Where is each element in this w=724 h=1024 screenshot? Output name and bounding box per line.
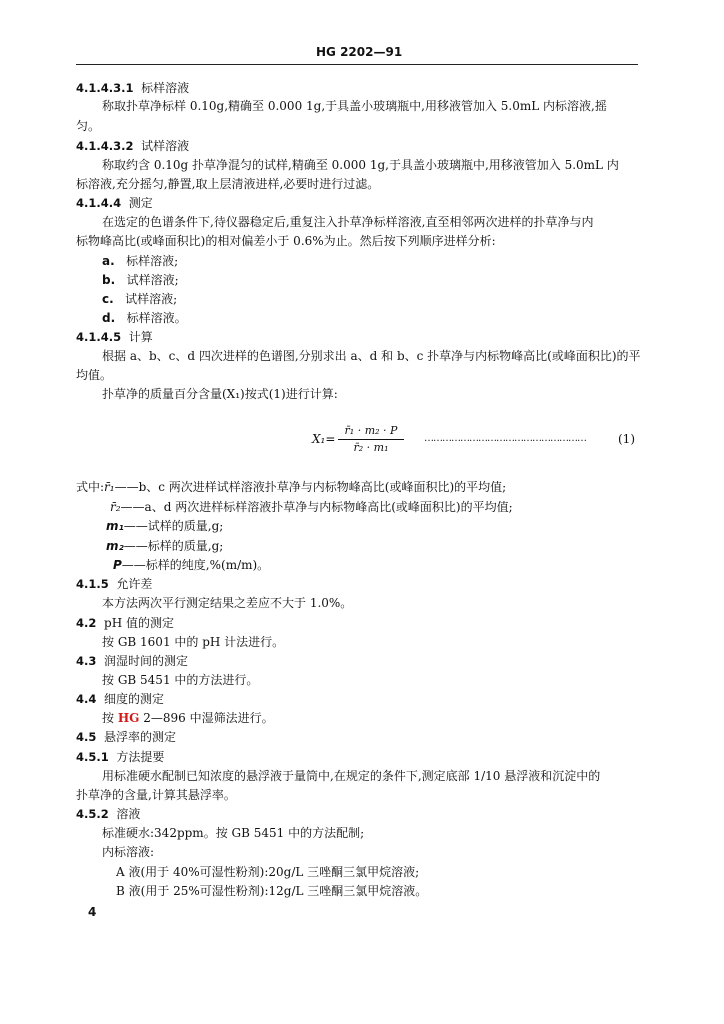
list-text: 试样溶液; [125, 292, 178, 306]
document-code: HG 2202—91 [316, 45, 403, 59]
paragraph-line: 扑草净的质量百分含量(X₁)按式(1)进行计算: [102, 387, 338, 401]
where-item [110, 499, 513, 515]
section-title: 润湿时间的测定 [104, 654, 189, 668]
section-title: 悬浮率的测定 [104, 730, 177, 744]
list-item [102, 310, 187, 326]
section-heading-4144 [76, 195, 153, 211]
highlighted-code: HG [117, 711, 140, 725]
section-heading-44 [76, 691, 164, 707]
section-heading-452 [76, 806, 140, 822]
where-intro: 式中: [76, 480, 105, 494]
formula-label: (1) [618, 432, 635, 446]
paragraph-line: 按 GB 5451 中的方法进行。 [102, 673, 259, 687]
where-item [106, 518, 223, 534]
paragraph-line: 均值。 [76, 368, 113, 382]
section-number: 4.2 [76, 616, 97, 630]
paragraph-line: 标溶液,充分摇匀,静置,取上层清液进样,必要时进行过滤。 [76, 177, 380, 191]
section-number: 4.1.4.3.2 [76, 139, 134, 153]
where-symbol: r̄₂ [110, 500, 121, 514]
list-text: 标样溶液。 [126, 311, 187, 325]
paragraph-line: A 液(用于 40%可湿性粉剂):20g/L 三唑酮三氯甲烷溶液; [116, 865, 420, 879]
where-item [106, 538, 223, 554]
paragraph-line: 本方法两次平行测定结果之差应不大于 1.0%。 [102, 596, 353, 610]
where-text: ——b、c 两次进样试样溶液扑草净与内标物峰高比(或峰面积比)的平均值; [114, 480, 507, 494]
list-label: a. [102, 254, 115, 268]
where-text: ——a、d 两次进样标样溶液扑草净与内标物峰高比(或峰面积比)的平均值; [120, 500, 513, 514]
formula-leader-dots: ……………………………………………… [424, 433, 586, 444]
section-heading-43 [76, 653, 188, 669]
section-title: 试样溶液 [141, 139, 190, 153]
paragraph-line: 标准硬水:342ppm。按 GB 5451 中的方法配制; [102, 826, 365, 840]
where-symbol: m₂ [106, 539, 124, 553]
list-item [102, 291, 177, 307]
paragraph-line: 称取约含 0.10g 扑草净混匀的试样,精确至 0.000 1g,于具盖小玻璃瓶中,用移液管加入 5.0mL 内 [102, 158, 619, 172]
paragraph-line: 扑草净的含量,计算其悬浮率。 [76, 788, 236, 802]
fraction-bar [338, 439, 404, 440]
where-text: ——标样的质量,g; [123, 539, 224, 553]
formula-denominator: r̄₂ · m₁ [353, 441, 389, 454]
formula-numerator: r̄₁ · m₂ · P [344, 424, 398, 437]
paragraph-line: 按 GB 1601 中的 pH 计法进行。 [102, 635, 285, 649]
where-text: ——标样的纯度,%(m/m)。 [121, 558, 270, 572]
paragraph-line: 内标溶液: [102, 845, 155, 859]
section-title: 测定 [128, 196, 153, 210]
section-title: 细度的测定 [104, 692, 165, 706]
section-heading-42 [76, 615, 174, 631]
section-title: 标样溶液 [141, 81, 190, 95]
list-item [102, 253, 178, 269]
section-heading-41431 [76, 80, 189, 96]
list-label: c. [102, 292, 114, 306]
where-symbol: P [113, 558, 122, 572]
section-number: 4.1.4.5 [76, 330, 122, 344]
where-symbol: m₁ [106, 519, 124, 533]
section-number: 4.5 [76, 730, 97, 744]
text-segment: 2—896 中湿筛法进行。 [139, 711, 274, 725]
section-number: 4.4 [76, 692, 97, 706]
paragraph-line: 标物峰高比(或峰面积比)的相对偏差小于 0.6%为止。然后按下列顺序进样分析: [76, 234, 496, 248]
list-text: 试样溶液; [126, 273, 179, 287]
paragraph-line: 用标准硬水配制已知浓度的悬浮液于量筒中,在规定的条件下,测定底部 1/10 悬浮液和沉淀中的 [102, 769, 601, 783]
section-title: 方法提要 [116, 750, 165, 764]
where-item [113, 557, 269, 573]
list-label: d. [102, 311, 116, 325]
list-text: 标样溶液; [126, 254, 179, 268]
paragraph-line [102, 710, 274, 726]
where-text: ——试样的质量,g; [123, 519, 224, 533]
section-number: 4.5.2 [76, 807, 109, 821]
page-number: 4 [88, 905, 97, 919]
list-label: b. [102, 273, 116, 287]
paragraph-line: 匀。 [76, 119, 101, 133]
text-segment: 按 [102, 711, 118, 725]
section-title: 允许差 [116, 577, 153, 591]
section-title: 溶液 [116, 807, 141, 821]
paragraph-line: B 液(用于 25%可湿性粉剂):12g/L 三唑酮三氯甲烷溶液。 [116, 884, 428, 898]
where-item [76, 479, 506, 495]
list-item [102, 272, 179, 288]
section-number: 4.1.5 [76, 577, 109, 591]
section-heading-4145 [76, 329, 153, 345]
section-heading-415 [76, 576, 152, 592]
formula-fraction [338, 424, 404, 455]
section-title: pH 值的测定 [104, 616, 174, 630]
section-number: 4.3 [76, 654, 97, 668]
paragraph-line: 根据 a、b、c、d 四次进样的色谱图,分别求出 a、d 和 b、c 扑草净与内标物峰高比(或峰面积比)的平 [102, 349, 641, 363]
where-symbol: r̄₁ [104, 480, 115, 494]
section-number: 4.1.4.3.1 [76, 81, 134, 95]
section-title: 计算 [128, 330, 153, 344]
header-rule [76, 64, 638, 65]
paragraph-line: 在选定的色谱条件下,待仪器稳定后,重复注入扑草净标样溶液,直至相邻两次进样的扑草净与内 [102, 215, 594, 229]
section-number: 4.1.4.4 [76, 196, 122, 210]
paragraph-line: 称取扑草净标样 0.10g,精确至 0.000 1g,于具盖小玻璃瓶中,用移液管加入 5.0mL 内标溶液,摇 [102, 99, 607, 113]
formula-lhs: X₁= [312, 432, 336, 446]
section-heading-41432 [76, 138, 189, 154]
section-number: 4.5.1 [76, 750, 109, 764]
section-heading-45 [76, 729, 176, 745]
section-heading-451 [76, 749, 164, 765]
